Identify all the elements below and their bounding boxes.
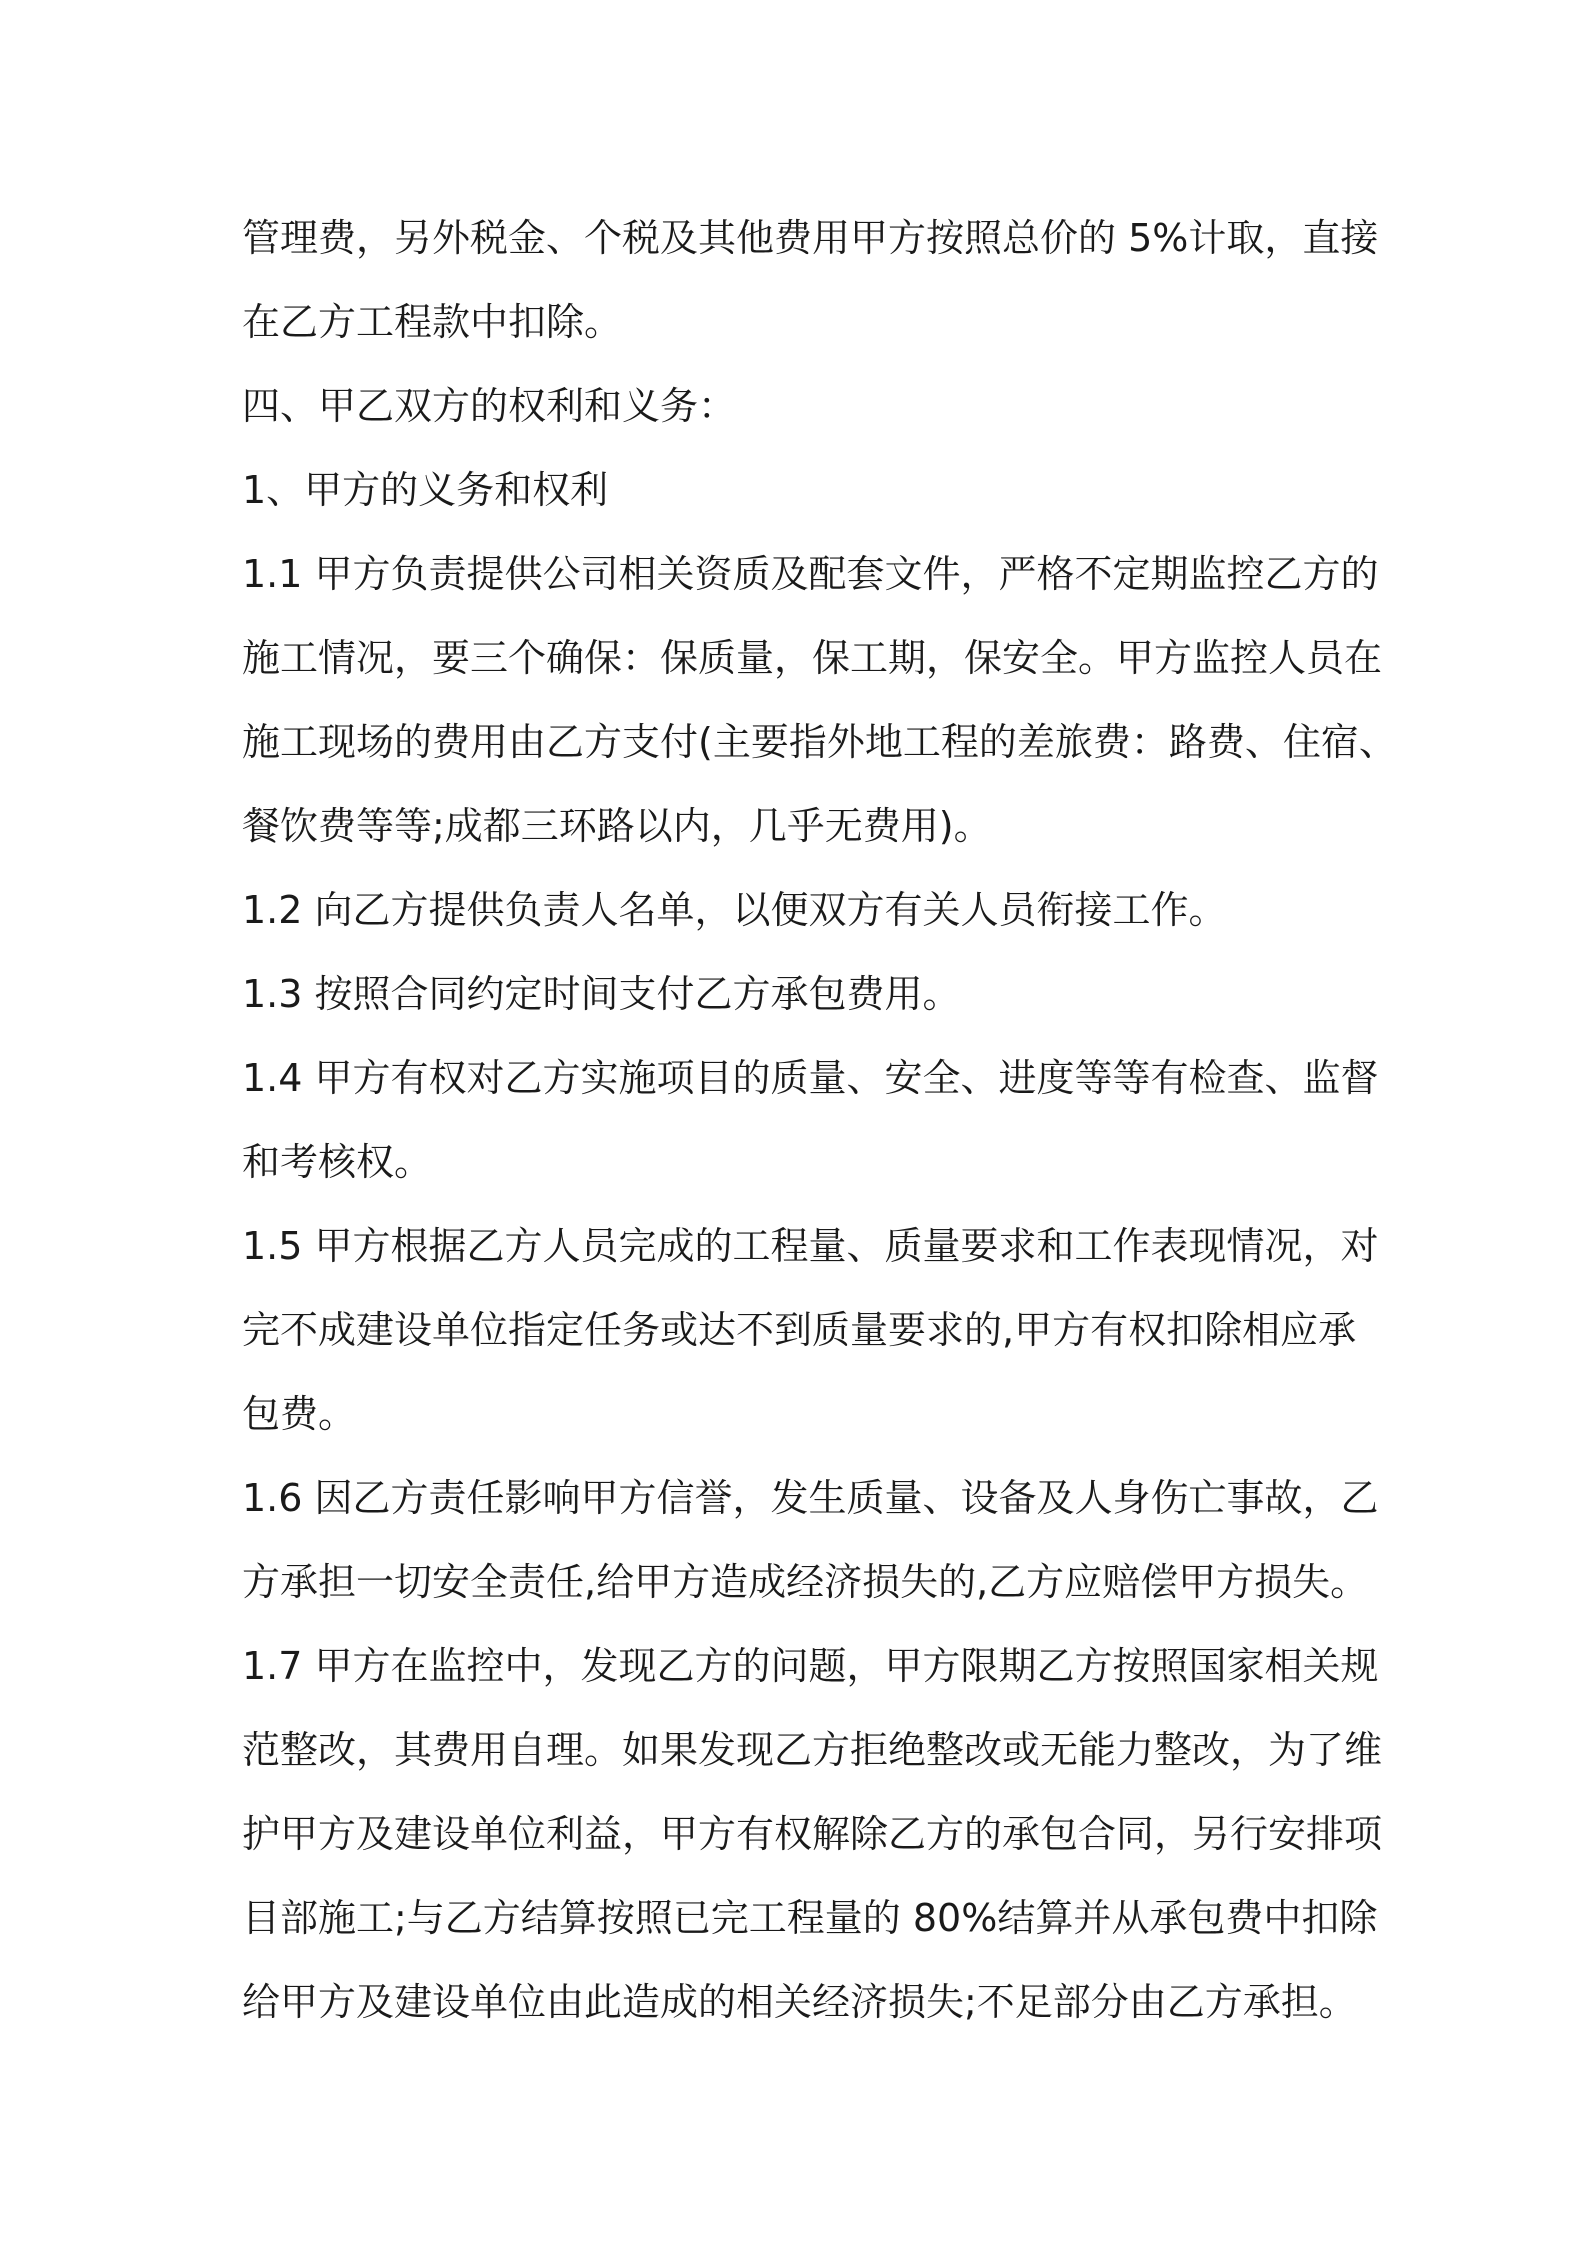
text-line: 包费。 [242, 1392, 357, 1436]
text-line: 管理费，另外税金、个税及其他费用甲方按照总价的 5%计取，直接 [242, 216, 1379, 260]
text-line: 施工情况，要三个确保：保质量，保工期，保安全。甲方监控人员在 [242, 636, 1383, 680]
text-line: 餐饮费等等;成都三环路以内，几乎无费用)。 [242, 804, 992, 848]
text-line: 1.3 按照合同约定时间支付乙方承包费用。 [242, 972, 961, 1016]
section-heading: 四、甲乙双方的权利和义务： [242, 384, 737, 428]
text-line: 施工现场的费用由乙方支付(主要指外地工程的差旅费：路费、住宿、 [242, 720, 1397, 764]
text-line: 1.5 甲方根据乙方人员完成的工程量、质量要求和工作表现情况，对 [242, 1224, 1379, 1268]
text-line: 在乙方工程款中扣除。 [242, 300, 623, 344]
text-line: 护甲方及建设单位利益，甲方有权解除乙方的承包合同，另行安排项 [242, 1812, 1383, 1856]
text-line: 目部施工;与乙方结算按照已完工程量的 80%结算并从承包费中扣除 [242, 1896, 1378, 1940]
text-line: 范整改，其费用自理。如果发现乙方拒绝整改或无能力整改，为了维 [242, 1728, 1383, 1772]
text-line: 方承担一切安全责任,给甲方造成经济损失的,乙方应赔偿甲方损失。 [242, 1560, 1369, 1604]
text-line: 1.6 因乙方责任影响甲方信誉，发生质量、设备及人身伤亡事故，乙 [242, 1476, 1379, 1520]
text-line: 给甲方及建设单位由此造成的相关经济损失;不足部分由乙方承担。 [242, 1980, 1357, 2024]
text-line: 1.7 甲方在监控中，发现乙方的问题，甲方限期乙方按照国家相关规 [242, 1644, 1379, 1688]
document-body [242, 196, 1397, 2044]
text-line: 1.4 甲方有权对乙方实施项目的质量、安全、进度等等有检查、监督 [242, 1056, 1379, 1100]
text-line: 和考核权。 [242, 1140, 433, 1184]
text-line: 完不成建设单位指定任务或达不到质量要求的,甲方有权扣除相应承 [242, 1308, 1357, 1352]
text-line: 1.1 甲方负责提供公司相关资质及配套文件，严格不定期监控乙方的 [242, 552, 1379, 596]
subsection-heading: 1、甲方的义务和权利 [242, 468, 609, 512]
text-line: 1.2 向乙方提供负责人名单，以便双方有关人员衔接工作。 [242, 888, 1227, 932]
